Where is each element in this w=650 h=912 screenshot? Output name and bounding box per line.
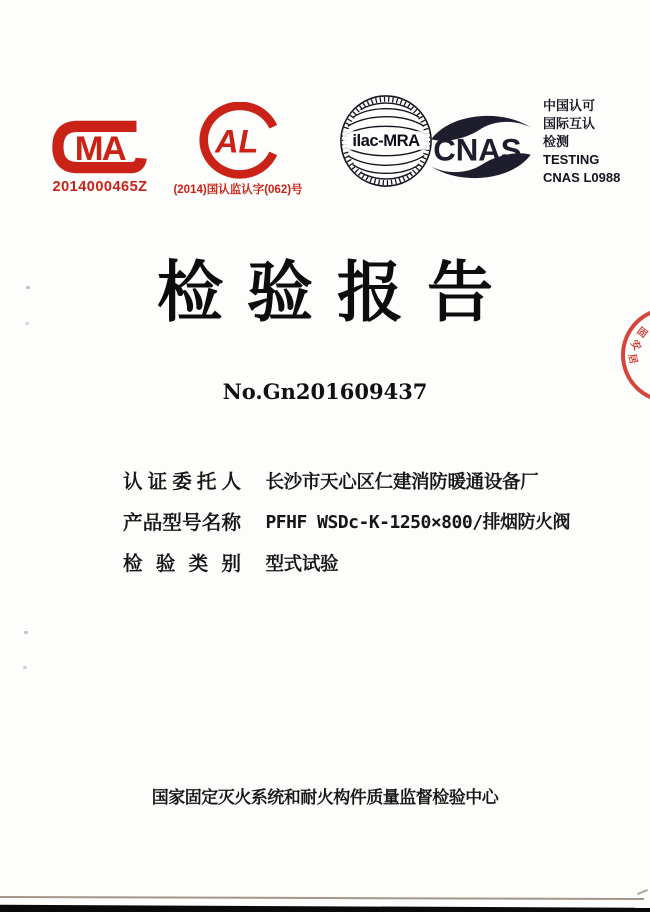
cnas-letters: CNAS [433,132,522,168]
scan-speck [26,286,30,289]
scan-speck [25,322,29,325]
field-value: PFHF WSDc-K-1250×800/排烟防火阀 [265,512,571,533]
scan-speck [23,666,27,669]
seal-char: 固 [634,325,650,341]
cma-letters: MA [74,130,125,169]
field-value: 型式试验 [265,553,339,574]
scan-edge-shadow [0,902,650,912]
field-label: 产品型号名称 [123,512,241,534]
seal-char: 安 [627,338,643,353]
cal-letters: AL [215,123,259,160]
field-row-test-type [123,551,570,577]
cma-logo-icon [48,118,152,176]
scan-page-edge-line [0,896,644,900]
accreditation-text-block [543,97,620,187]
field-row-model [123,510,570,536]
accreditation-line: CNAS L0988 [543,170,621,185]
field-row-applicant [123,469,570,495]
field-value: 长沙市天心区仁建消防暖通设备厂 [265,471,539,492]
cma-approval-number: 2014000465Z [52,179,148,195]
accreditation-line: 中国认可 [543,98,596,113]
scan-page-corner [637,889,648,895]
issuer-name: 国家固定灭火系统和耐火构件质量监督检验中心 [151,788,499,807]
accreditation-line: 国际互认 [543,116,596,131]
report-fields [123,469,570,592]
cal-logo-icon [193,102,283,182]
report-title: 检验报告 [157,255,517,329]
accreditation-line: TESTING [543,152,600,167]
field-label: 认证委托人 [123,471,241,493]
ilac-mra-logo-icon [337,92,435,190]
cal-approval-number: (2014)国认监认字(062)号 [173,184,303,196]
accreditation-line: 检测 [543,134,570,149]
report-number: No.Gn201609437 [222,379,428,404]
seal-char: 居 [625,352,639,366]
scan-speck [24,631,28,634]
field-label: 检验类别 [123,553,241,575]
ilac-mra-label: ilac-MRA [352,130,420,150]
cnas-logo-icon [424,108,538,186]
